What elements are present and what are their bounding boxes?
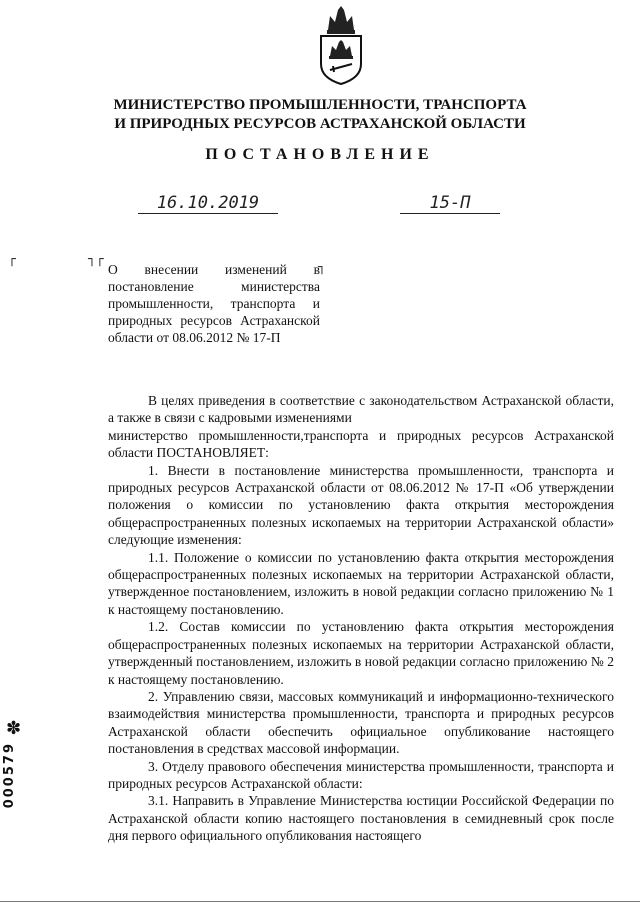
corner-mark-right: ┐┌	[88, 252, 104, 267]
document-type-title: ПОСТАНОВЛЕНИЕ	[205, 146, 435, 163]
body-paragraph: министерство промышленности,транспорта и природных ресурсов Астраханской области ПОСТАНОВЛЯЕТ:	[108, 427, 614, 461]
document-date: 16.10.2019	[138, 193, 278, 214]
coat-of-arms-icon	[316, 4, 366, 86]
body-paragraph: В целях приведения в соответствие с законодательством Астраханской области, а также в связи с кадровыми изменениями	[108, 393, 614, 426]
stamp-number	[2, 742, 26, 826]
stamp-number-text: 000579	[2, 742, 17, 809]
document-subject: О внесении изменений в постановление министерства промышленности, транспорта и природных ресурсов Астраханской области от 08.06.2012 № 17-П	[108, 262, 320, 345]
flower-stamp-icon: ✽	[6, 718, 22, 739]
body-paragraph: 1. Внести в постановление министерства промышленности, транспорта и природных ресурсов Астраханской области от 08.06.2012 № 17-П «Об утверждении положения о комиссии по установлению факта открытия месторождения общераспространенных полезных ископаемых на территории Астраханской области» следующие изменения:	[108, 462, 614, 548]
page-bottom-edge	[0, 901, 640, 902]
ministry-name-line1: МИНИСТЕРСТВО ПРОМЫШЛЕННОСТИ, ТРАНСПОРТА	[113, 97, 527, 113]
body-paragraph: 3. Отделу правового обеспечения министерства промышленности, транспорта и природных ресурсов Астраханской области:	[108, 758, 614, 791]
body-paragraph: 2. Управлению связи, массовых коммуникаций и информационно-технического взаимодействия министерства промышленности, транспорта и природных ресурсов Астраханской области обеспечить официальное опубликование настоящего постановления в средствах массовой информации.	[108, 688, 614, 757]
ministry-name-line2: И ПРИРОДНЫХ РЕСУРСОВ АСТРАХАНСКОЙ ОБЛАСТИ	[114, 116, 526, 132]
body-paragraph: 1.2. Состав комиссии по установлению факта открытия месторождения общераспространенных полезных ископаемых на территории Астраханской области, утвержденный постановлением, изложить в новой редакции согласно приложению № 2 к настоящему постановлению.	[108, 619, 614, 687]
body-paragraph: 1.1. Положение о комиссии по установлению факта открытия месторождения общераспространенных полезных ископаемых на территории Астраханской области, утвержденное постановлением, изложить в новой редакции согласно приложению № 1 к настоящему постановлению.	[108, 549, 614, 617]
corner-mark-end: ┐	[318, 260, 326, 275]
document-body	[108, 392, 614, 845]
body-paragraph: 3.1. Направить в Управление Министерства юстиции Российской Федерации по Астраханской области копию настоящего постановления в семидневный срок после дня первого официального опубликования настоящего	[108, 793, 614, 844]
document-number: 15-П	[400, 193, 500, 214]
corner-mark-left: ┌	[8, 252, 16, 267]
